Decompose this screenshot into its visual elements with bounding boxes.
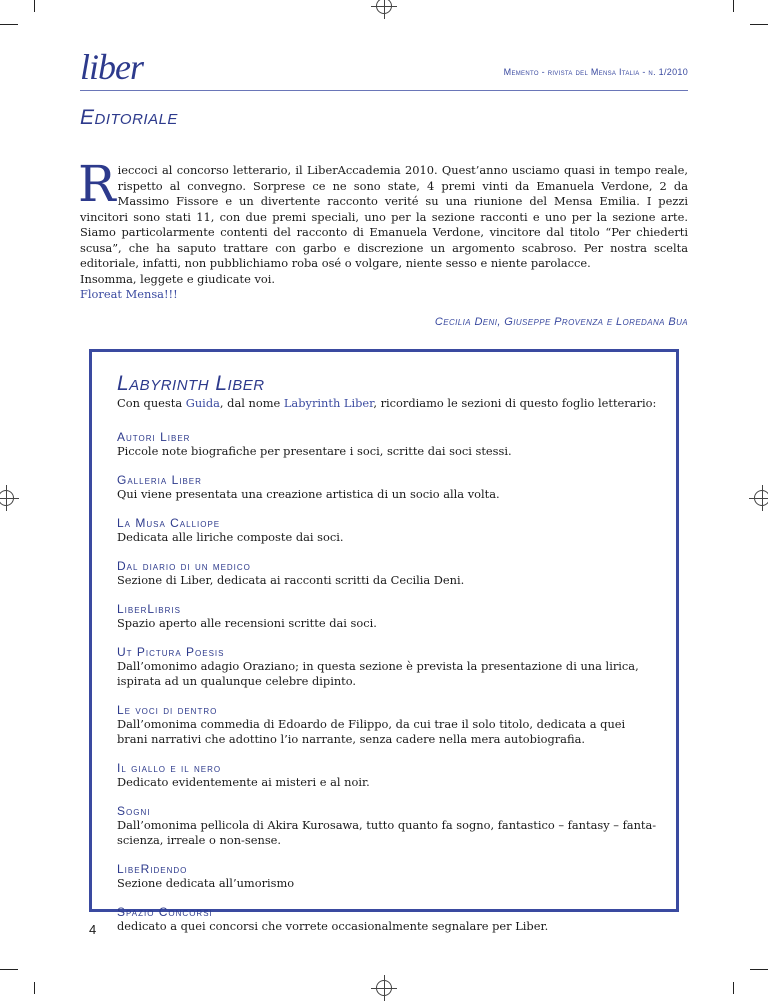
guide-entry: [117, 645, 657, 689]
registration-mark: [754, 490, 768, 506]
crop-mark: [34, 982, 35, 994]
running-head: Memento - rivista del Mensa Italia - n. 1/2010: [503, 67, 688, 77]
entry-desc: Dall’omonima pellicola di Akira Kurosawa, tutto quanto fa sogno, fantastico – fantasy – fanta-scienza, irreale o non-sense.: [117, 818, 657, 847]
entry-name: Sogni: [117, 804, 151, 818]
guide-title: Labyrinth Liber: [117, 372, 265, 395]
guide-entries: [117, 430, 657, 948]
liber-logo: liber: [80, 47, 143, 87]
editorial-closing: Insomma, leggete e giudicate voi.: [80, 271, 276, 286]
entry-desc: Dedicato evidentemente ai misteri e al noir.: [117, 775, 370, 789]
section-title: Editoriale: [80, 106, 178, 129]
guide-entry: [117, 804, 657, 848]
entry-name: LiberLibris: [117, 602, 181, 616]
entry-desc: Spazio aperto alle recensioni scritte dai soci.: [117, 616, 377, 630]
guide-entry: [117, 905, 657, 934]
crop-mark: [0, 24, 18, 25]
entry-name: Galleria Liber: [117, 473, 202, 487]
entry-name: LibeRidendo: [117, 862, 188, 876]
entry-name: La Musa Calliope: [117, 516, 221, 530]
guide-link: Guida: [185, 396, 220, 410]
registration-mark: [0, 490, 14, 506]
entry-desc: Piccole note biografiche per presentare i soci, scritte dai soci stessi.: [117, 444, 512, 458]
guide-entry: [117, 559, 657, 588]
entry-desc: dedicato a quei concorsi che vorrete occasionalmente segnalare per Liber.: [117, 919, 549, 933]
guide-entry: [117, 516, 657, 545]
entry-desc: Dall’omonimo adagio Oraziano; in questa sezione è prevista la presentazione di una lirica, ispirata ad un qualunque celebre dipinto.: [117, 659, 639, 688]
guide-entry: [117, 862, 657, 891]
registration-mark: [376, 0, 392, 14]
entry-name: Ut Pictura Poesis: [117, 645, 225, 659]
crop-mark: [733, 0, 734, 12]
entry-desc: Sezione di Liber, dedicata ai racconti scritti da Cecilia Deni.: [117, 573, 465, 587]
dropcap: R: [78, 155, 116, 213]
entry-desc: Qui viene presentata una creazione artistica di un socio alla volta.: [117, 487, 500, 501]
labyrinth-link: Labyrinth Liber: [283, 396, 374, 410]
guide-entry: [117, 473, 657, 502]
guide-entry: [117, 761, 657, 790]
entry-desc: Sezione dedicata all’umorismo: [117, 876, 295, 890]
entry-desc: Dedicata alle liriche composte dai soci.: [117, 530, 344, 544]
crop-mark: [750, 969, 768, 970]
guide-entry: [117, 703, 657, 747]
entry-name: Il giallo e il nero: [117, 761, 222, 775]
guide-entry: [117, 602, 657, 631]
crop-mark: [733, 982, 734, 994]
entry-name: Le voci di dentro: [117, 703, 218, 717]
intro-text: , dal nome: [219, 396, 284, 410]
entry-name: Dal diario di un medico: [117, 559, 251, 573]
editorial-body: [78, 155, 688, 303]
crop-mark: [34, 0, 35, 12]
editorial-paragraph: ieccoci al concorso letterario, il LiberAccademia 2010. Quest’anno usciamo quasi in tempo reale, rispetto al convegno. Sorprese ce ne sono state, 4 premi vinti da Emanuela Verdone, 2 da Massimo Fissore e un divertente racconto verité su una riunione del Mensa Emilia. I pezzi vincitori sono stati 11, con due premi speciali, uno per la sezione racconti e uno per la sezione arte. Siamo particolarmente contenti del racconto di Emanuela Verdone, vincitore dal titolo “Per chiederti scusa”, che ha saputo trattare con garbo e discrezione un argomento scabroso. Per nostra scelta editoriale, infatti, non pubblichiamo roba osé o volgare, niente sesso e niente parolacce.: [80, 163, 688, 270]
editorial-authors: Cecilia Deni, Giuseppe Provenza e Loredana Bua: [434, 316, 688, 328]
guide-intro: [117, 396, 656, 410]
intro-text: Con questa: [117, 396, 186, 410]
crop-mark: [750, 24, 768, 25]
labyrinth-guide-box: [89, 349, 679, 933]
entry-desc: Dall’omonima commedia di Edoardo de Filippo, da cui trae il solo titolo, dedicata a quei brani narrativi che adottino l’io narrante, senza cadere nella mera autobiografia.: [117, 717, 626, 746]
intro-text: , ricordiamo le sezioni di questo foglio letterario:: [373, 396, 657, 410]
editorial-signoff: Floreat Mensa!!!: [80, 287, 178, 301]
crop-mark: [0, 969, 18, 970]
page-number: 4: [89, 922, 97, 937]
header-rule: [80, 90, 688, 91]
entry-name: Autori Liber: [117, 430, 191, 444]
guide-entry: [117, 430, 657, 459]
entry-name: Spazio Concorsi: [117, 905, 213, 919]
